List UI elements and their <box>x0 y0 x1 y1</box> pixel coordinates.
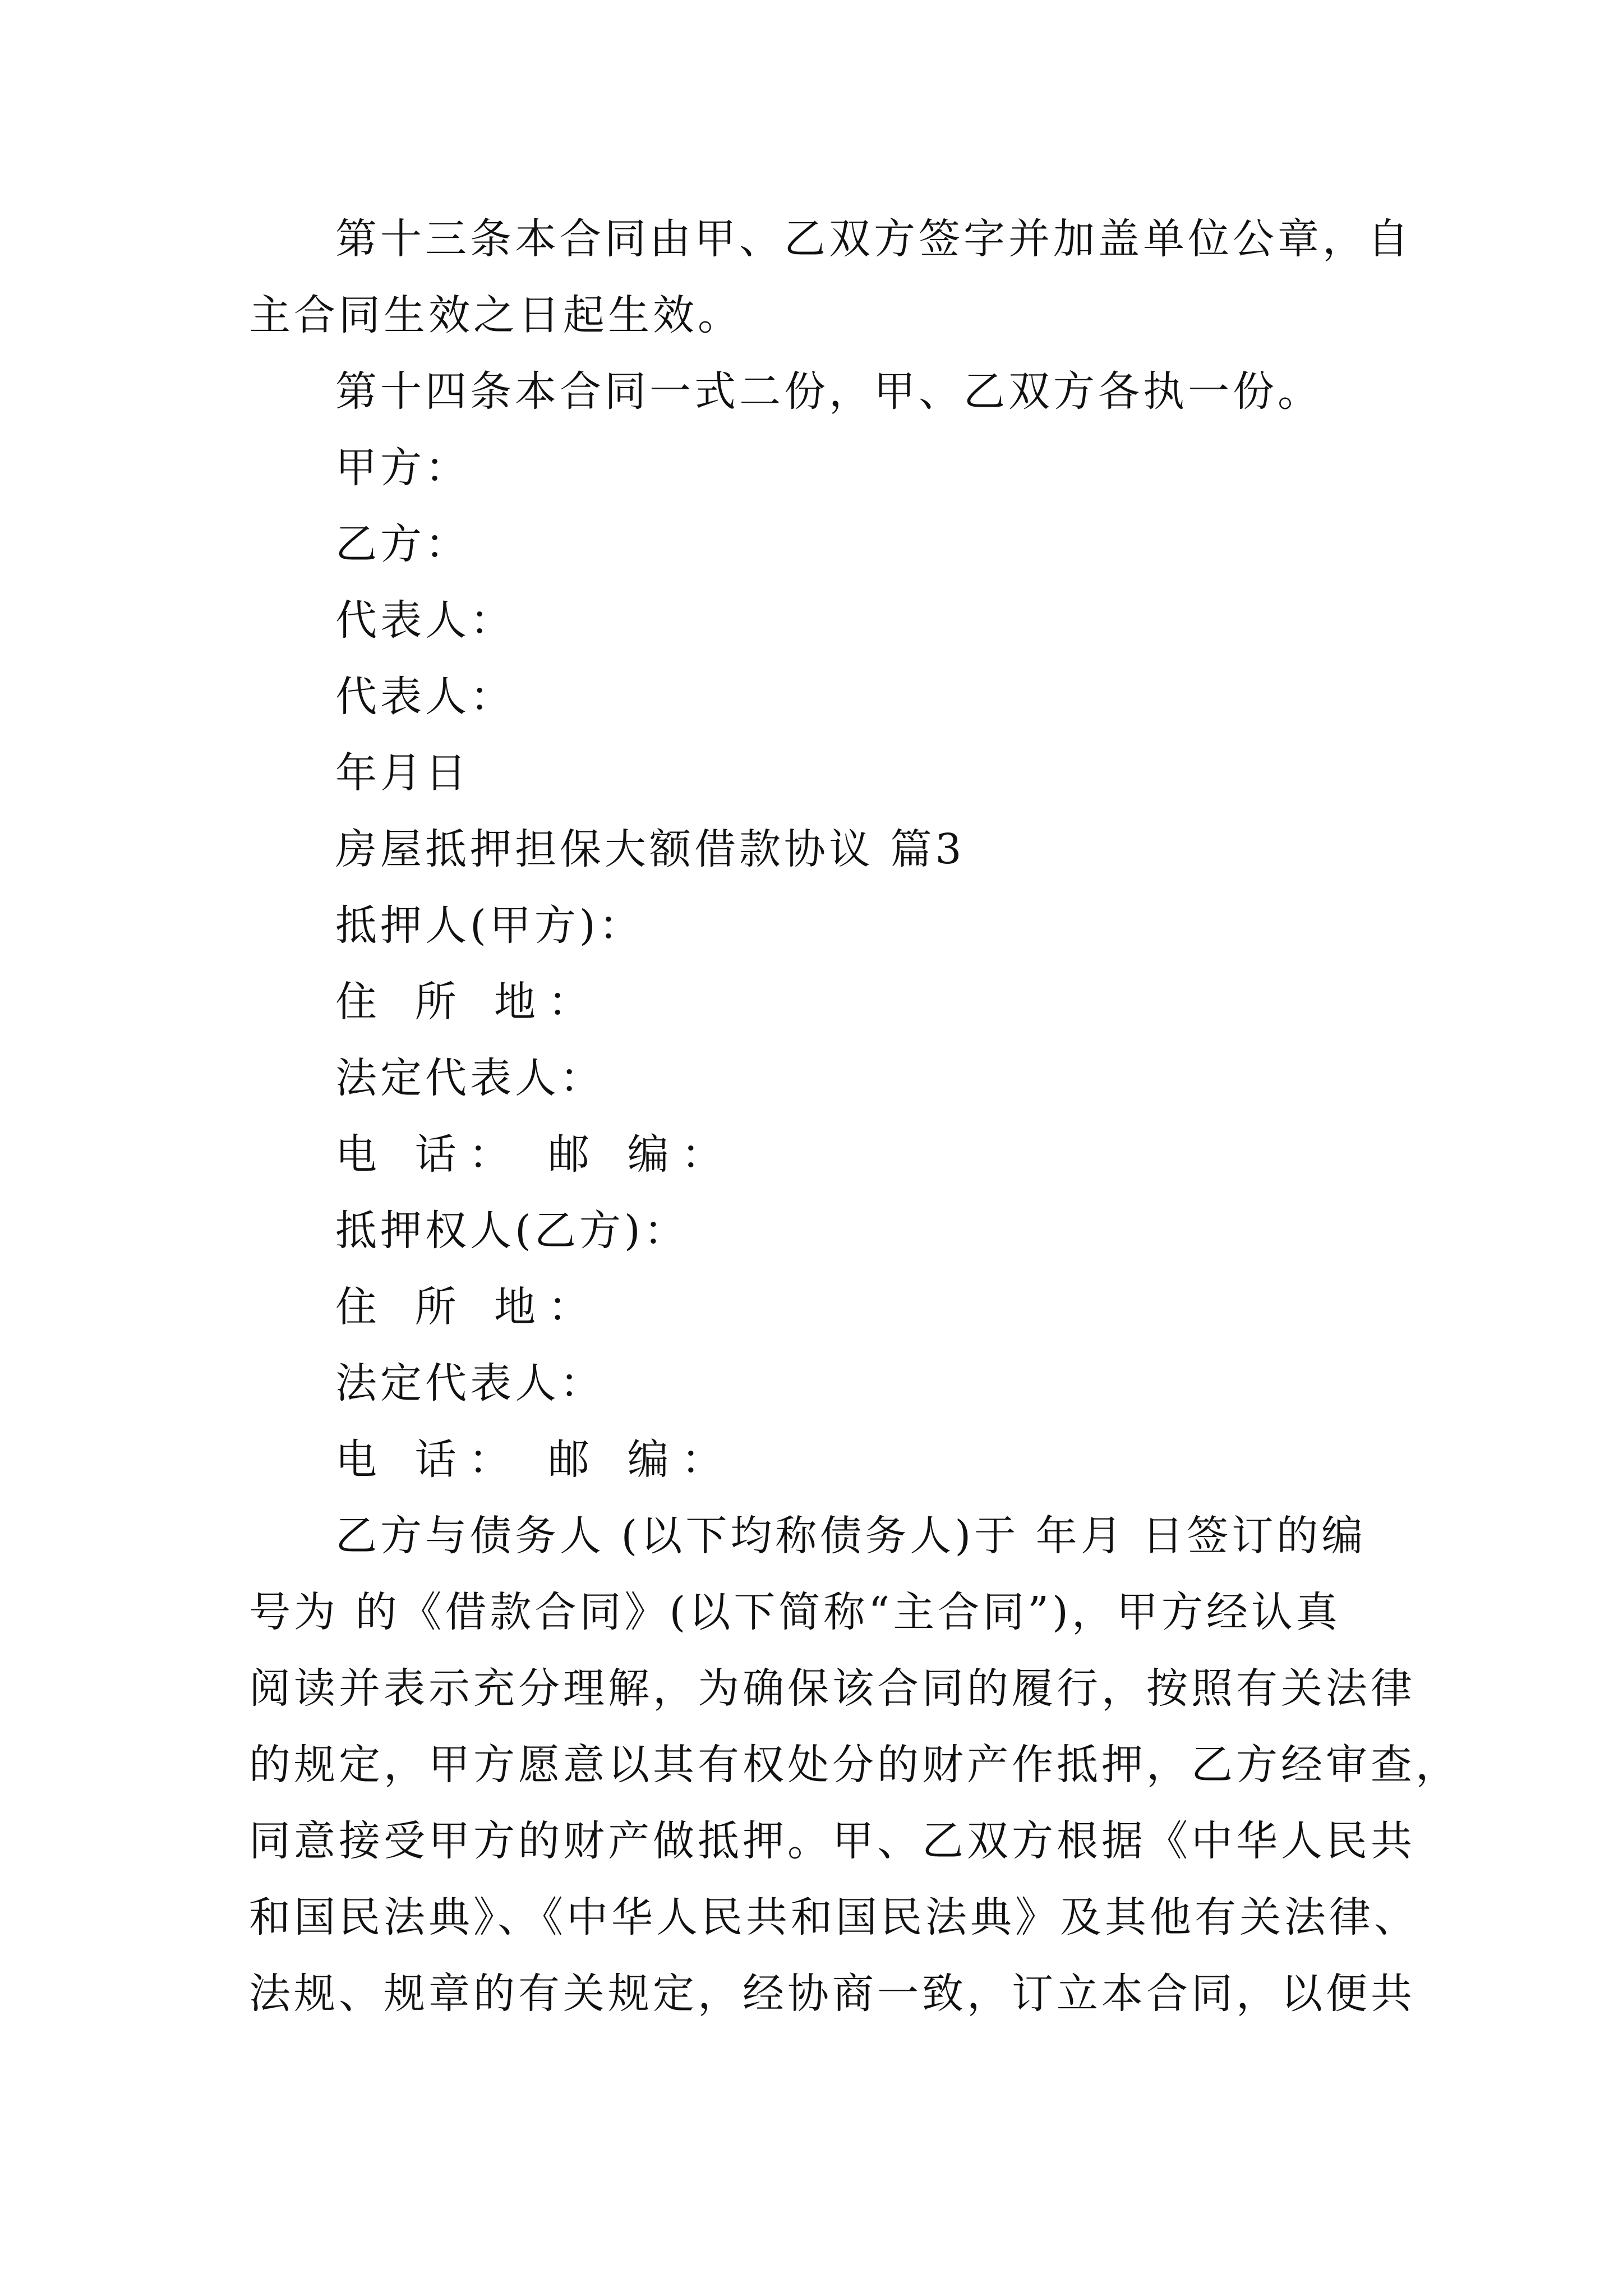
phone-postcode-label: 电 话： 邮 编： <box>335 1435 735 1484</box>
paragraph-line: 主合同生效之日起生效。 <box>249 291 743 339</box>
paragraph-line: 第十三条本合同由甲、乙双方签字并加盖单位公章，自 <box>335 215 1412 263</box>
representative-label: 代表人： <box>335 596 515 645</box>
legal-representative-label: 法定代表人： <box>335 1054 605 1102</box>
phone-postcode-label: 电 话： 邮 编： <box>335 1130 735 1179</box>
legal-representative-label: 法定代表人： <box>335 1359 605 1407</box>
representative-label: 代表人： <box>335 673 515 721</box>
paragraph-line: 和国民法典》、《中华人民共和国民法典》及其他有关法律、 <box>249 1893 1419 1941</box>
paragraph-line: 法规、规章的有关规定，经协商一致，订立本合同，以便共 <box>249 1970 1415 2018</box>
paragraph-line: 第十四条本合同一式二份，甲、乙双方各执一份。 <box>335 367 1322 416</box>
party-b-label: 乙方： <box>335 520 470 568</box>
date-label: 年月日 <box>335 749 470 797</box>
mortgagor-label: 抵押人(甲方)： <box>335 901 644 950</box>
mortgagee-label: 抵押权人(乙方)： <box>335 1207 689 1255</box>
address-label: 住 所 地： <box>335 978 602 1026</box>
section-title: 房屋抵押担保大额借款协议 篇3 <box>335 825 965 873</box>
paragraph-line: 同意接受甲方的财产做抵押。甲、乙双方根据《中华人民共 <box>249 1817 1415 1865</box>
paragraph-line: 的规定，甲方愿意以其有权处分的财产作抵押，乙方经审查， <box>249 1741 1460 1789</box>
address-label: 住 所 地： <box>335 1283 602 1331</box>
paragraph-line: 乙方与债务人 (以下均称债务人)于 年月 日签订的编 <box>335 1512 1367 1560</box>
party-a-label: 甲方： <box>335 444 470 492</box>
paragraph-line: 号为 的《借款合同》(以下简称“主合同”)，甲方经认真 <box>249 1588 1341 1636</box>
paragraph-line: 阅读并表示充分理解，为确保该合同的履行，按照有关法律 <box>249 1664 1415 1713</box>
